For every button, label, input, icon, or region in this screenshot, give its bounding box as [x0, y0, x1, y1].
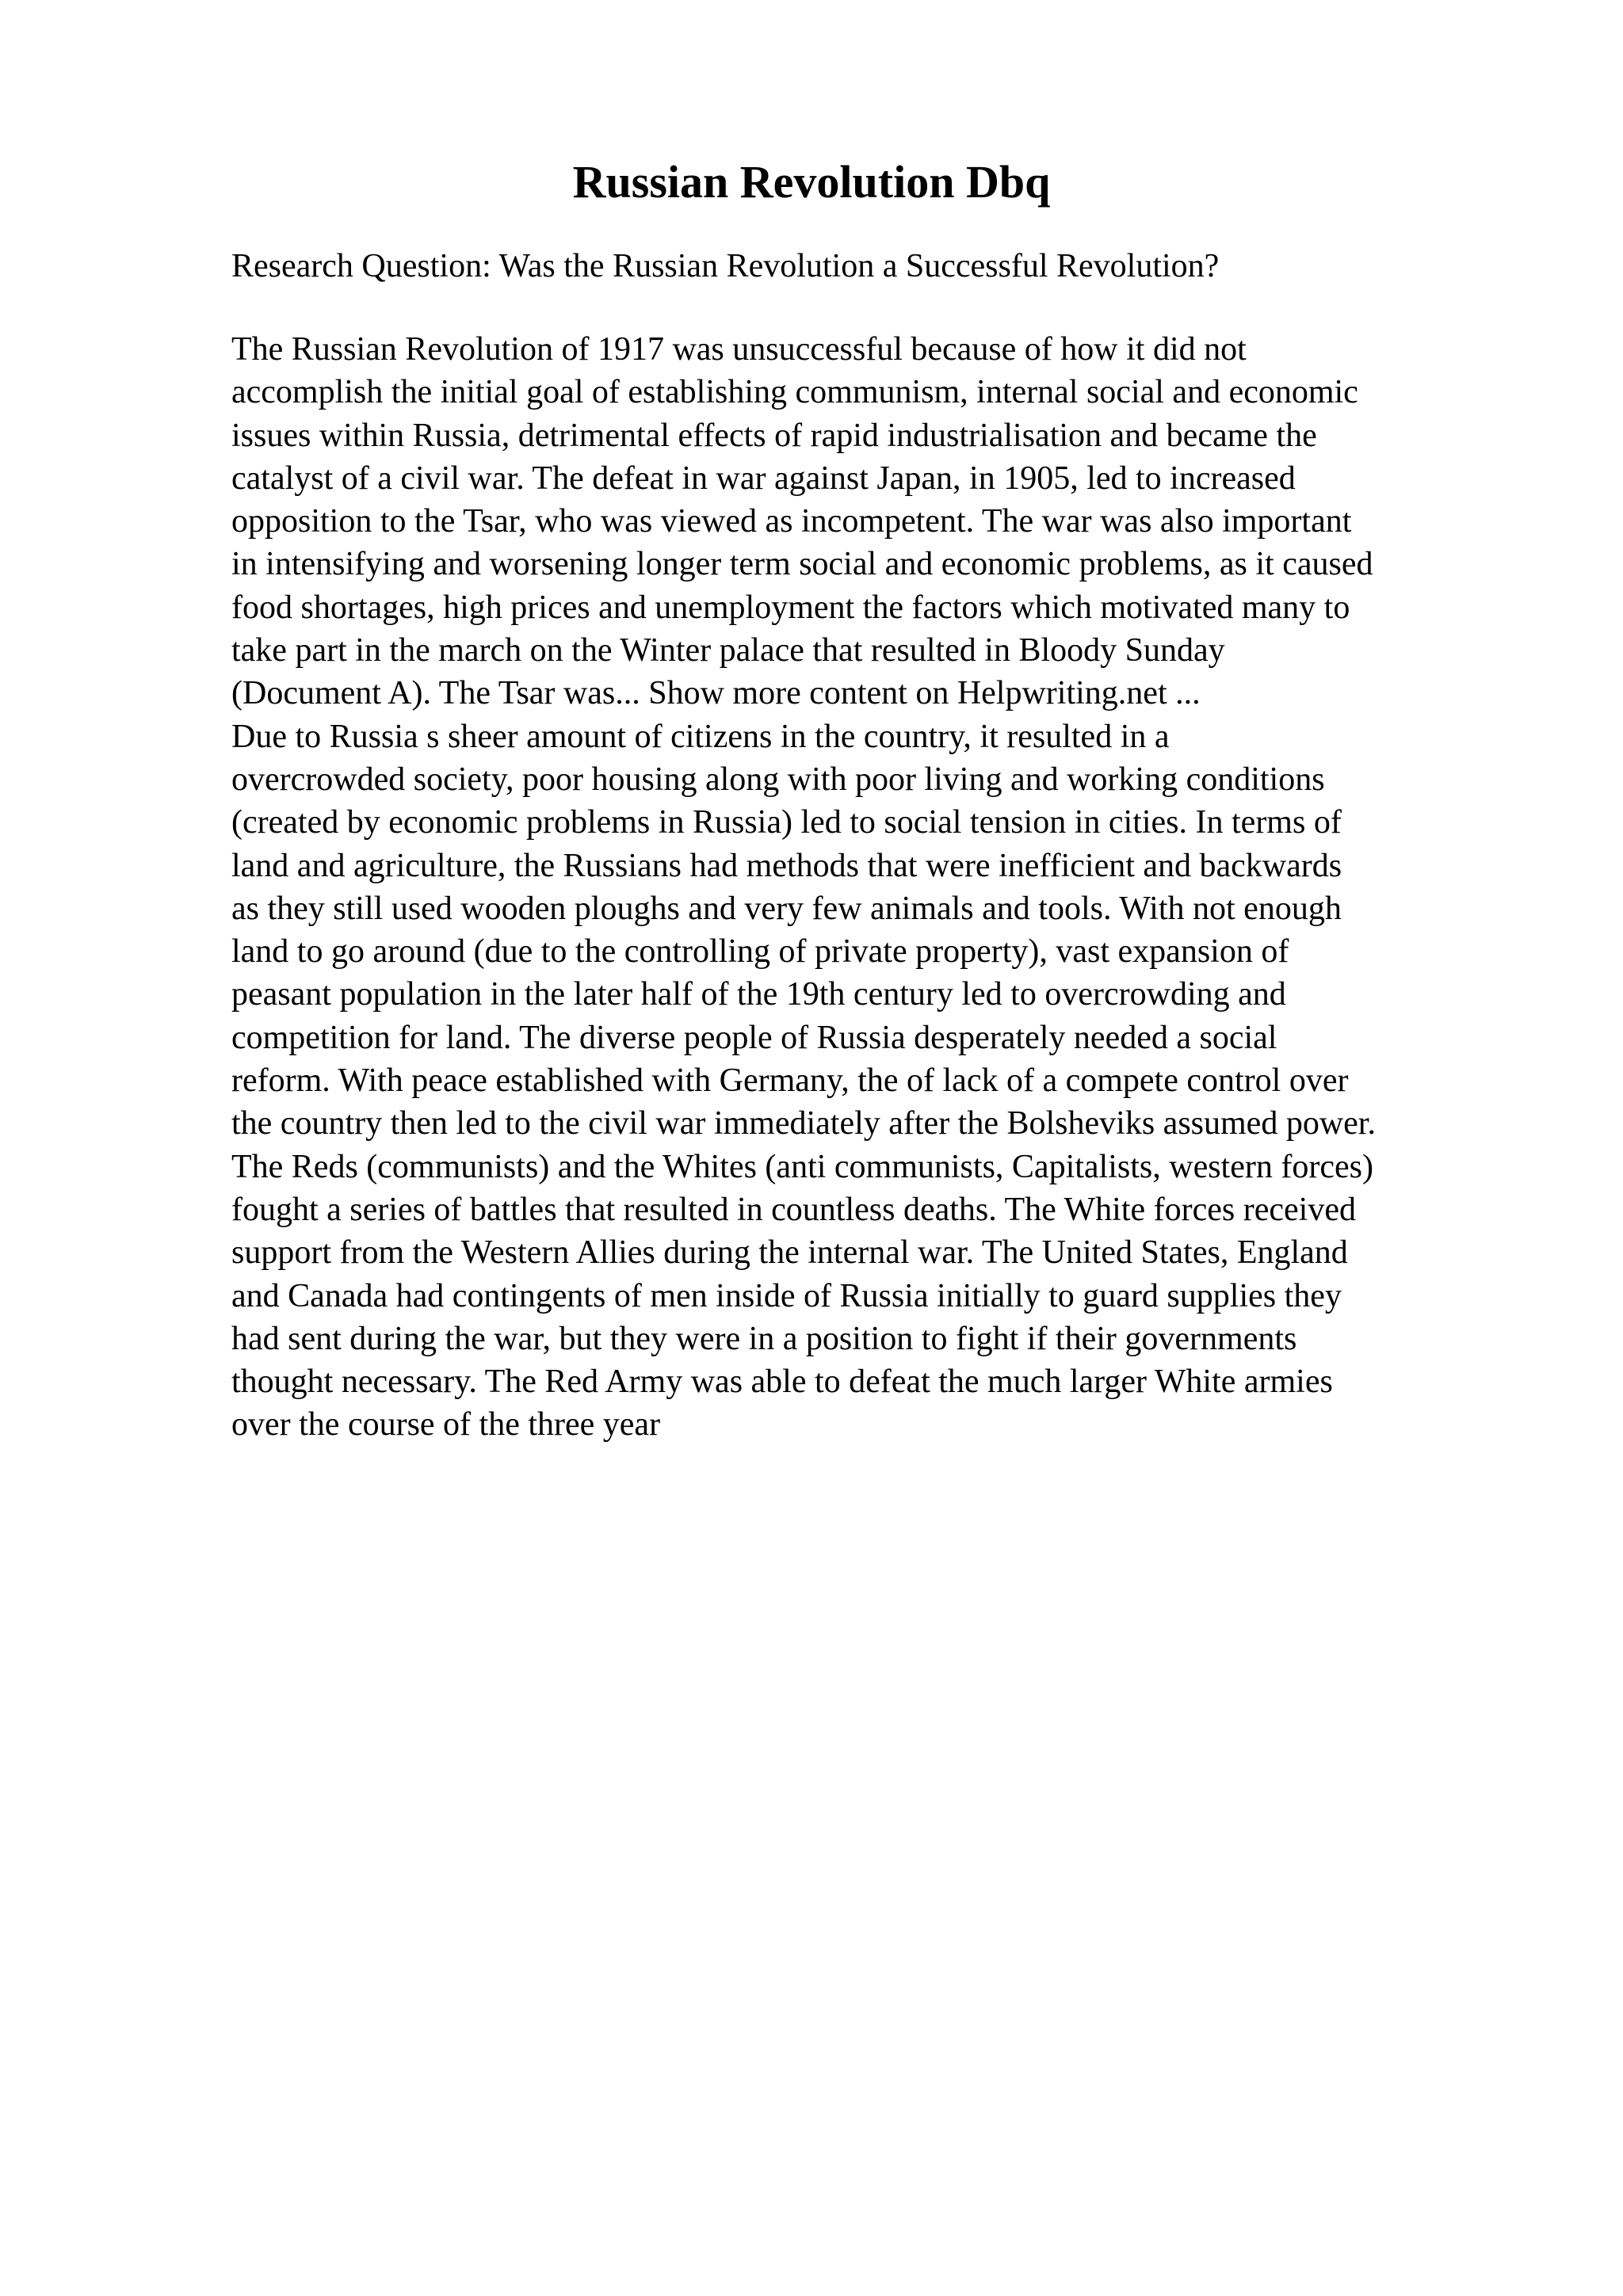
body-line: Due to Russia s sheer amount of citizens in the country, it resulted in a — [231, 718, 1170, 755]
body-line: accomplish the initial goal of establishing communism, internal social and economic — [231, 374, 1358, 411]
body-line: The Russian Revolution of 1917 was unsuccessful because of how it did not — [231, 331, 1247, 368]
body-line: over the course of the three year — [231, 1406, 661, 1444]
body-line: fought a series of battles that resulted in countless deaths. The White forces received — [231, 1191, 1356, 1228]
body-line: The Reds (communists) and the Whites (anti communists, Capitalists, western forces) — [231, 1148, 1373, 1185]
document-title: Russian Revolution Dbq — [572, 156, 1051, 208]
body-line: (Document A). The Tsar was... Show more content on Helpwriting.net ... — [231, 675, 1201, 712]
body-line: as they still used wooden ploughs and very few animals and tools. With not enough — [231, 890, 1342, 927]
body-line: overcrowded society, poor housing along with poor living and working conditions — [231, 761, 1325, 798]
body-line: competition for land. The diverse people of Russia desperately needed a social — [231, 1019, 1277, 1056]
body-line: reform. With peace established with Germany, the of lack of a compete control over — [231, 1062, 1349, 1100]
body-line: in intensifying and worsening longer term social and economic problems, as it caused — [231, 546, 1373, 583]
body-line: thought necessary. The Red Army was able to defeat the much larger White armies — [231, 1363, 1333, 1401]
body-line: support from the Western Allies during the internal war. The United States, England — [231, 1234, 1348, 1272]
body-line: land and agriculture, the Russians had methods that were inefficient and backwards — [231, 847, 1342, 884]
body-line: the country then led to the civil war immediately after the Bolsheviks assumed power. — [231, 1105, 1376, 1142]
body-line: take part in the march on the Winter palace that resulted in Bloody Sunday — [231, 632, 1225, 669]
body-line: opposition to the Tsar, who was viewed as incompetent. The war was also important — [231, 503, 1352, 540]
body-line: had sent during the war, but they were in a position to fight if their governments — [231, 1320, 1297, 1357]
body-line: and Canada had contingents of men inside of Russia initially to guard supplies they — [231, 1277, 1342, 1314]
body-line: food shortages, high prices and unemployment the factors which motivated many to — [231, 589, 1350, 626]
body-line: catalyst of a civil war. The defeat in war against Japan, in 1905, led to increased — [231, 460, 1296, 497]
body-line: (created by economic problems in Russia) led to social tension in cities. In terms of — [231, 804, 1342, 841]
body-line: issues within Russia, detrimental effects of rapid industrialisation and became the — [231, 417, 1317, 454]
research-question: Research Question: Was the Russian Revolution a Successful Revolution? — [231, 248, 1220, 284]
body-line: land to go around (due to the controlling of private property), vast expansion of — [231, 933, 1289, 971]
essay-body — [231, 328, 1594, 1447]
body-line: peasant population in the later half of the 19th century led to overcrowding and — [231, 976, 1286, 1013]
